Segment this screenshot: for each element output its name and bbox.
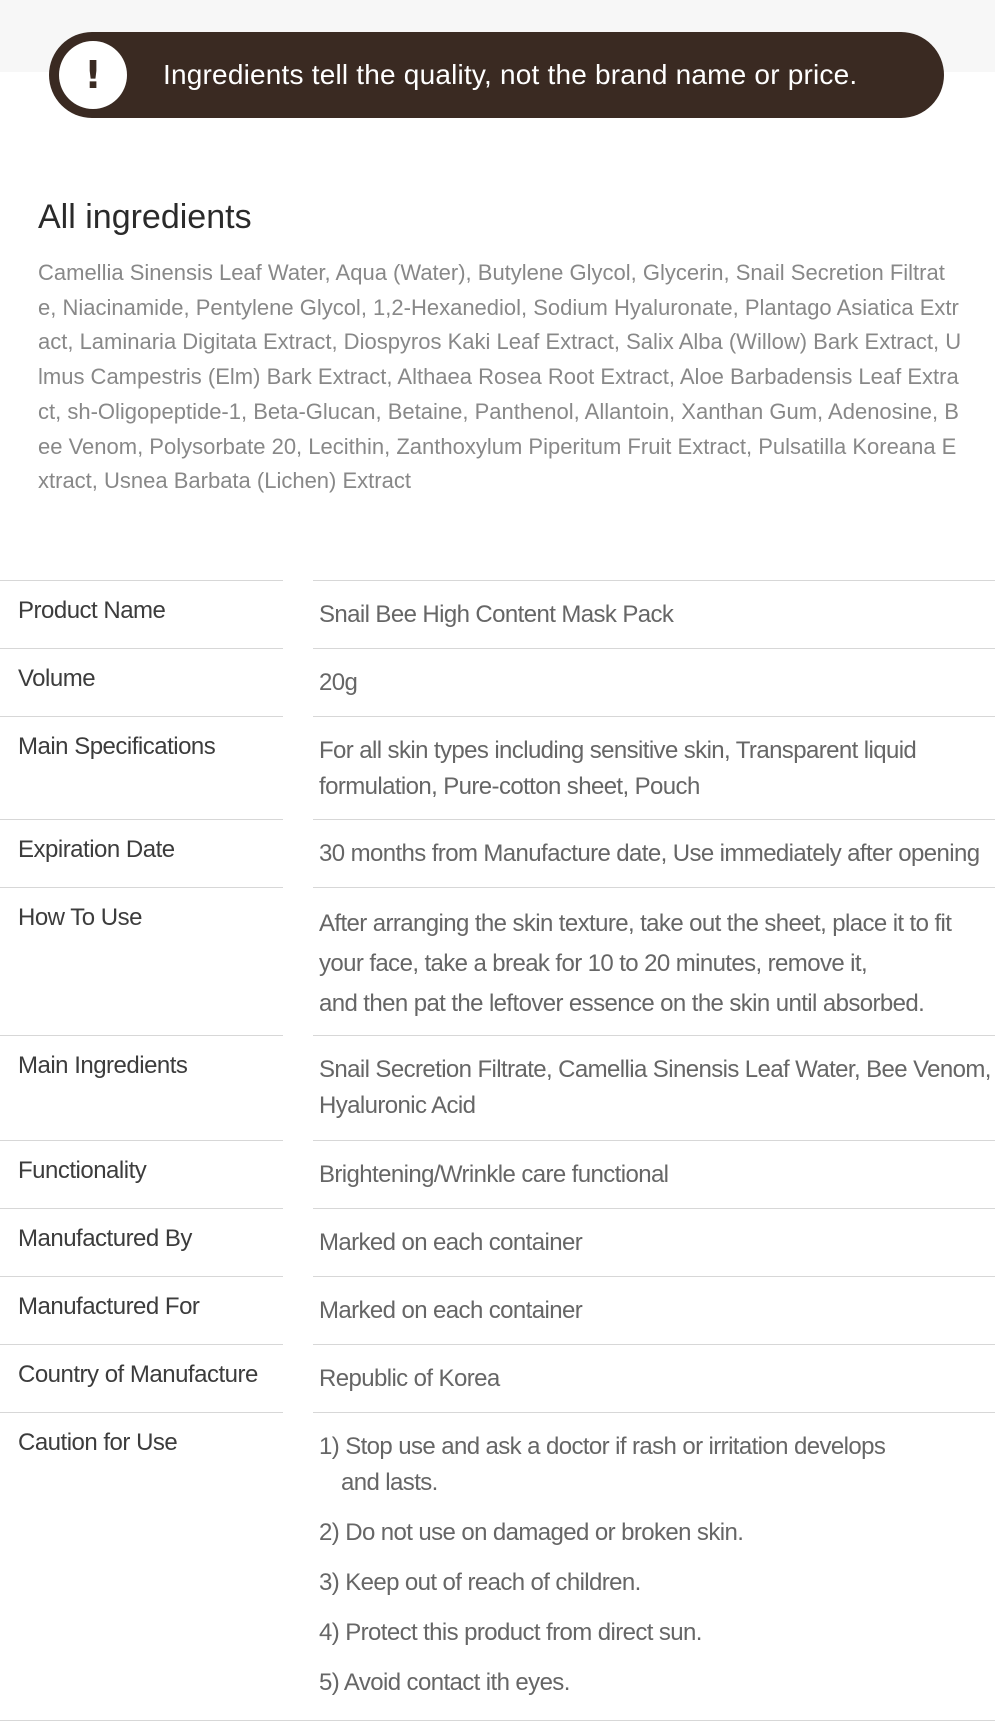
- spec-value: Snail Bee High Content Mask Pack: [313, 580, 995, 648]
- spec-row-how-to-use: [0, 887, 995, 1035]
- spec-label: Caution for Use: [0, 1412, 283, 1721]
- spec-row-functionality: [0, 1140, 995, 1208]
- spec-label: Expiration Date: [0, 819, 283, 887]
- exclamation-icon: !: [59, 41, 127, 109]
- bottom-divider: [0, 1720, 995, 1721]
- caution-item: 3) Keep out of reach of children.: [319, 1569, 641, 1596]
- how-to-use-line: After arranging the skin texture, take out the sheet, place it to fit: [319, 910, 952, 937]
- spec-label: Manufactured By: [0, 1208, 283, 1276]
- spec-value: 20g: [313, 648, 995, 716]
- ingredients-list: Camellia Sinensis Leaf Water, Aqua (Water), Butylene Glycol, Glycerin, Snail Secretion Filtrate, Niacinamide, Pentylene Glycol, 1,2-Hexanediol, Sodium Hyaluronate, Plantago Asiatica Extract, Laminaria Digitata Extract, Diospyros Kaki Leaf Extract, Salix Alba (Willow) Bark Extract, Ulmus Campestris (Elm) Bark Extract, Althaea Rosea Root Extract, Aloe Barbadensis Leaf Extract, sh-Oligopeptide-1, Beta-Glucan, Betaine, Panthenol, Allantoin, Xanthan Gum, Adenosine, Bee Venom, Polysorbate 20, Lecithin, Zanthoxylum Piperitum Fruit Extract, Pulsatilla Koreana Extract, Usnea Barbata (Lichen) Extract: [38, 260, 962, 494]
- caution-item: 5) Avoid contact ith eyes.: [319, 1669, 570, 1696]
- spec-value: For all skin types including sensitive skin, Transparent liquid formulation, Pure-cotton sheet, Pouch: [313, 716, 995, 819]
- spec-label: Main Specifications: [0, 716, 283, 819]
- spec-value: [313, 887, 995, 1035]
- spec-label: Volume: [0, 648, 283, 716]
- banner-text: Ingredients tell the quality, not the brand name or price.: [163, 59, 858, 90]
- spec-row-main-ingredients: [0, 1035, 995, 1140]
- spec-label: How To Use: [0, 887, 283, 1035]
- caution-item: 4) Protect this product from direct sun.: [319, 1619, 702, 1646]
- ingredients-title: All ingredients: [38, 198, 252, 236]
- notice-banner: [49, 32, 944, 118]
- spec-label: Main Ingredients: [0, 1035, 283, 1140]
- how-to-use-line: and then pat the leftover essence on the skin until absorbed.: [319, 990, 925, 1017]
- caution-item: 2) Do not use on damaged or broken skin.: [319, 1519, 744, 1546]
- how-to-use-line: your face, take a break for 10 to 20 minutes, remove it,: [319, 950, 868, 977]
- spec-row-caution: [0, 1412, 995, 1721]
- spec-row-country: [0, 1344, 995, 1412]
- spec-value: Brightening/Wrinkle care functional: [313, 1140, 995, 1208]
- product-spec-table: [0, 580, 995, 1721]
- spec-value: 30 months from Manufacture date, Use immediately after opening: [313, 819, 995, 887]
- spec-row-manufactured-by: [0, 1208, 995, 1276]
- spec-row-main-specifications: [0, 716, 995, 819]
- spec-label: Manufactured For: [0, 1276, 283, 1344]
- spec-row-manufactured-for: [0, 1276, 995, 1344]
- spec-label: Functionality: [0, 1140, 283, 1208]
- spec-label: Product Name: [0, 580, 283, 648]
- spec-value: Snail Secretion Filtrate, Camellia Sinensis Leaf Water, Bee Venom, Hyaluronic Acid: [313, 1035, 995, 1140]
- spec-row-expiration-date: [0, 819, 995, 887]
- spec-row-volume: [0, 648, 995, 716]
- caution-item: and lasts.: [341, 1469, 438, 1496]
- spec-label: Country of Manufacture: [0, 1344, 283, 1412]
- spec-value: Marked on each container: [313, 1208, 995, 1276]
- spec-value: Marked on each container: [313, 1276, 995, 1344]
- spec-row-product-name: [0, 580, 995, 648]
- spec-value: Republic of Korea: [313, 1344, 995, 1412]
- caution-item: 1) Stop use and ask a doctor if rash or irritation develops: [319, 1433, 886, 1460]
- spec-value: [313, 1412, 995, 1721]
